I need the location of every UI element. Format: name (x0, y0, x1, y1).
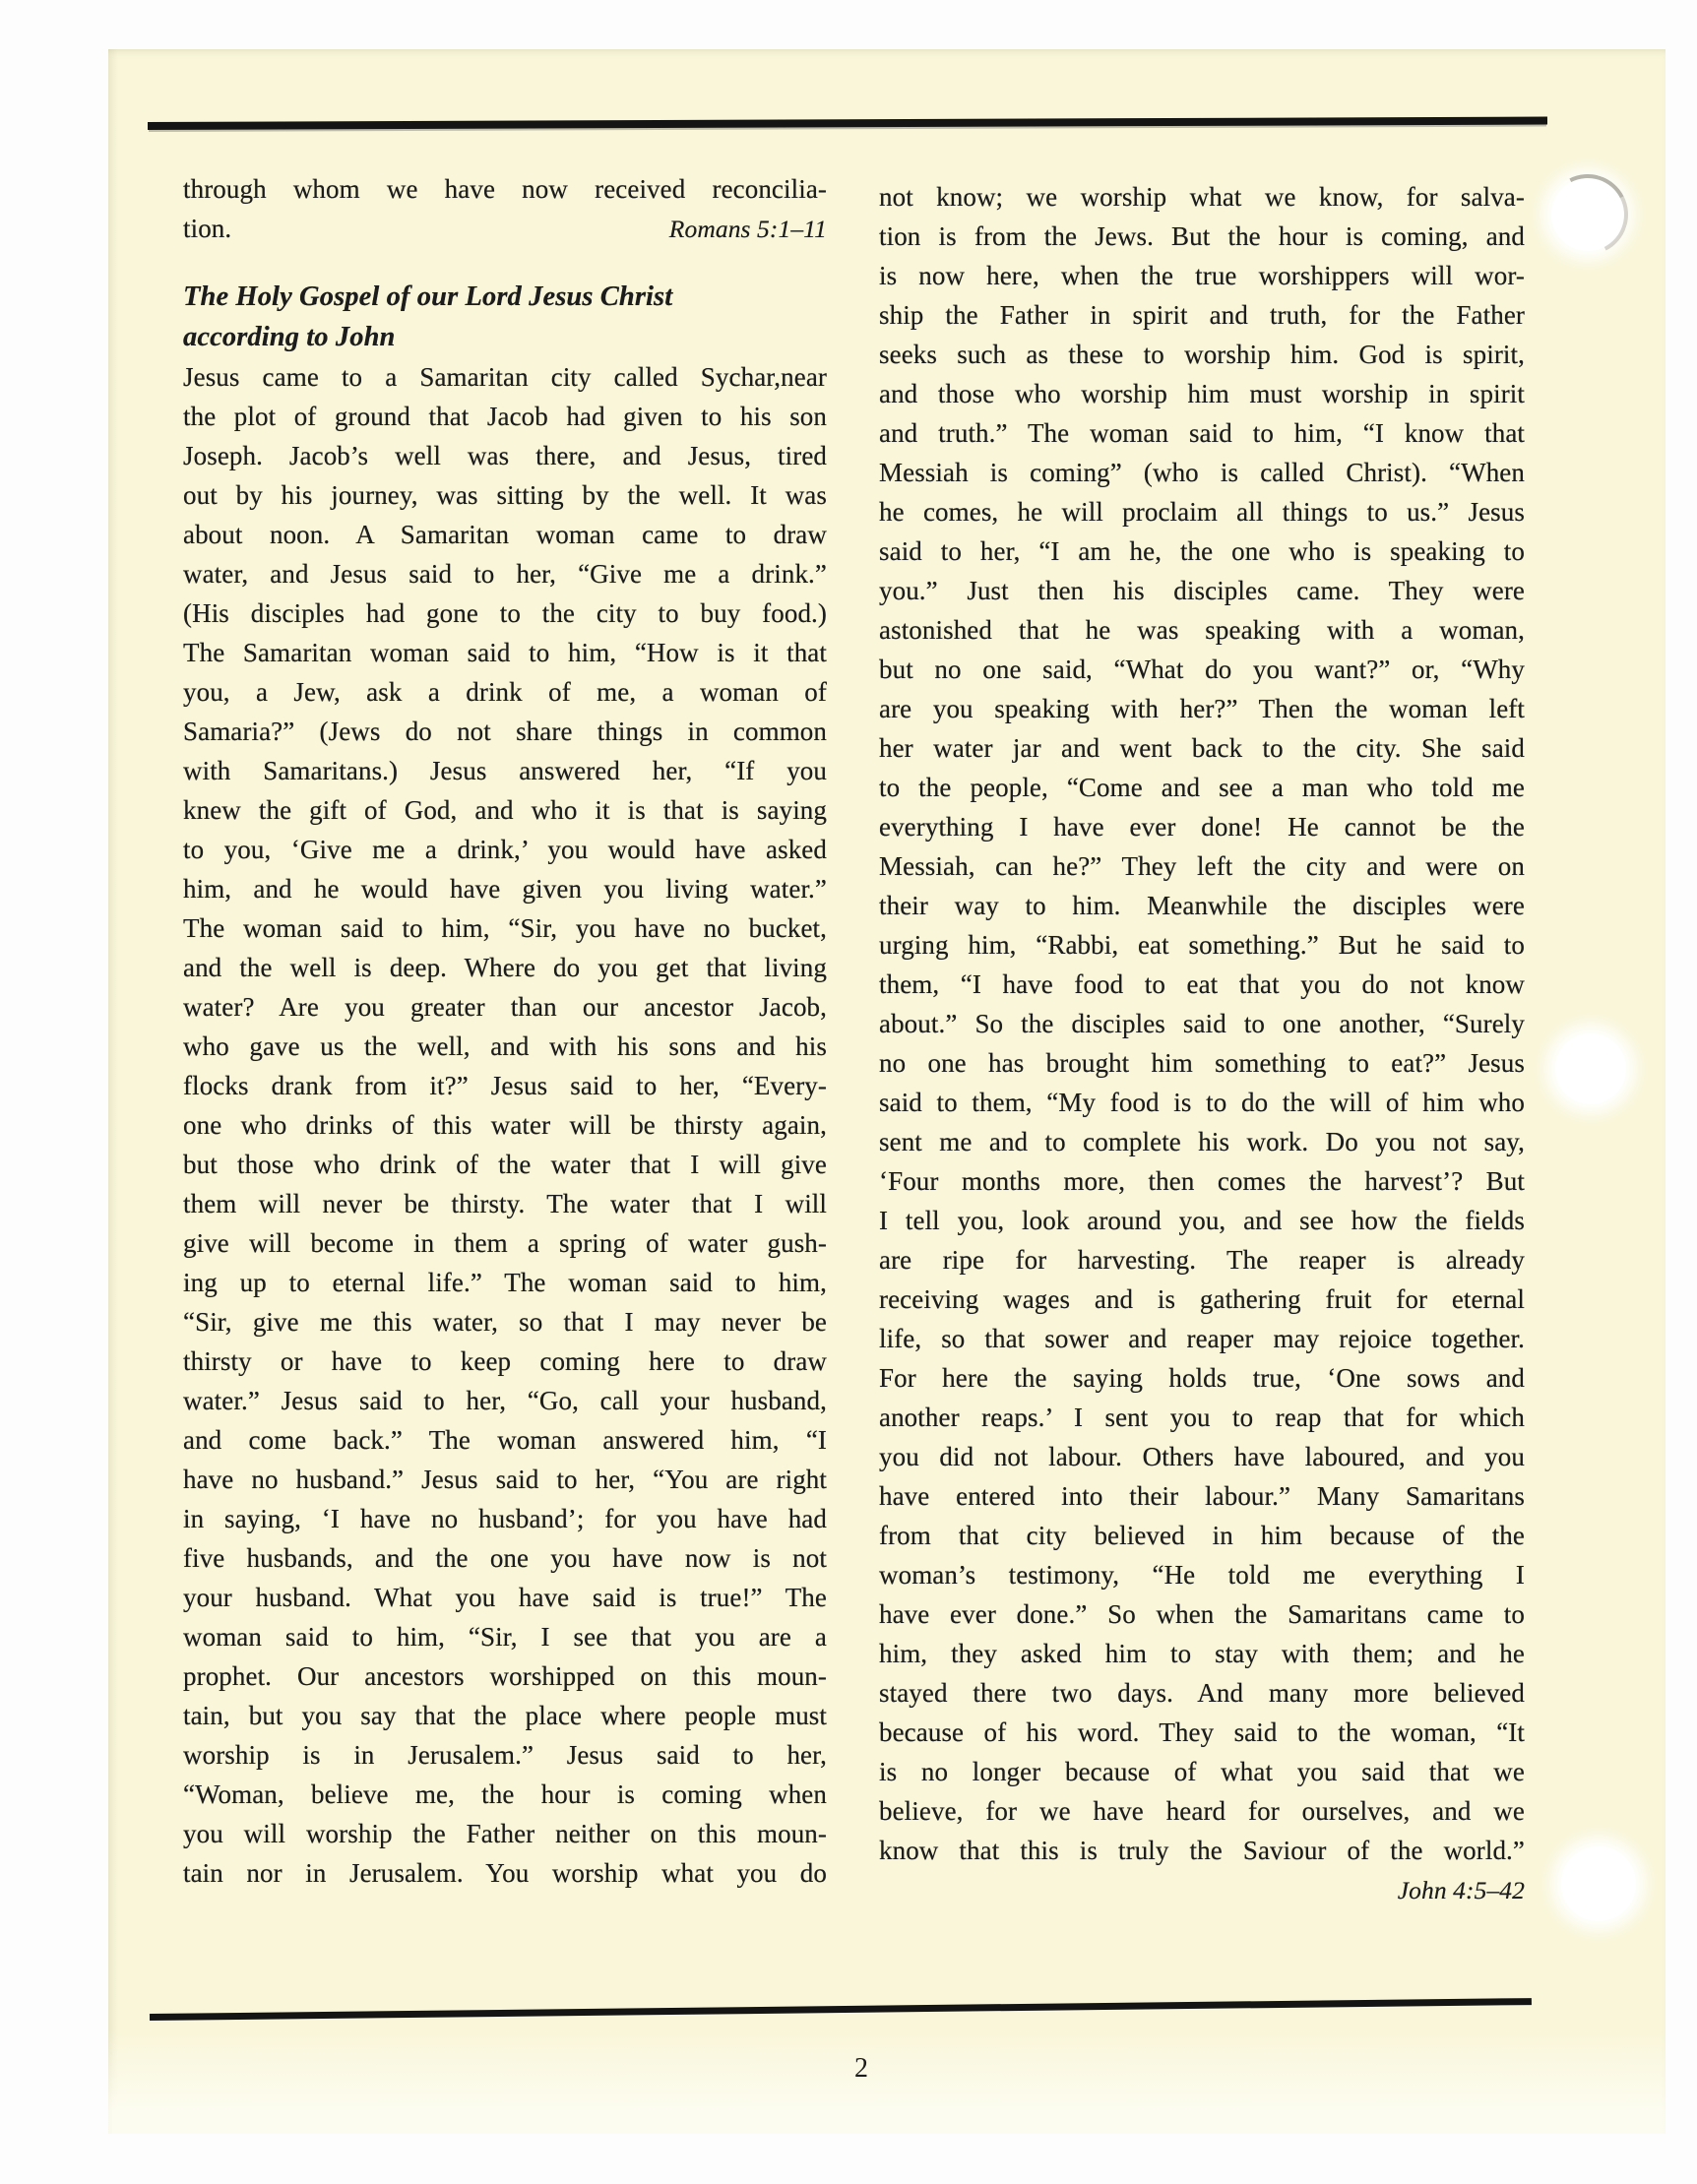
text-line: Joseph. Jacob’s well was there, and Jesus, tired (183, 441, 827, 470)
text-line: have ever done.” So when the Samaritans came to (879, 1599, 1525, 1629)
text-line: The Samaritan woman said to him, “How is it that (183, 638, 827, 667)
text-line: “Woman, believe me, the hour is coming when (183, 1779, 827, 1809)
text-line: and come back.” The woman answered him, “I (183, 1425, 827, 1455)
text-line: woman said to him, “Sir, I see that you are a (183, 1622, 827, 1652)
gospel-heading-line: according to John (183, 322, 396, 352)
text-line: thirsty or have to keep coming here to draw (183, 1346, 827, 1376)
text-line: them, “I have food to eat that you do not know (879, 969, 1525, 999)
text-line: knew the gift of God, and who it is that is saying (183, 795, 827, 825)
text-line: he comes, he will proclaim all things to us.” Jesus (879, 497, 1525, 527)
text-line: everything I have ever done! He cannot be the (879, 812, 1525, 842)
text-line: is no longer because of what you said that we (879, 1757, 1525, 1786)
text-line: your husband. What you have said is true!” The (183, 1583, 827, 1612)
text-line: are ripe for harvesting. The reaper is already (879, 1245, 1525, 1275)
text-line: no one has brought him something to eat?” Jesus (879, 1048, 1525, 1078)
text-line: Samaria?” (Jews do not share things in common (183, 717, 827, 746)
text-line: seeks such as these to worship him. God is spirit, (879, 340, 1525, 369)
text-line: and the well is deep. Where do you get that living (183, 953, 827, 982)
text-line: you will worship the Father neither on this moun- (183, 1819, 827, 1848)
text-line: water.” Jesus said to her, “Go, call your husband, (183, 1386, 827, 1415)
text-line: prophet. Our ancestors worshipped on this moun- (183, 1661, 827, 1691)
text-line: The woman said to him, “Sir, you have no bucket, (183, 913, 827, 943)
text-line: Messiah is coming” (who is called Christ). “When (879, 458, 1525, 487)
text-line: them will never be thirsty. The water that I will (183, 1189, 827, 1218)
text-line: life, so that sower and reaper may rejoice together. (879, 1324, 1525, 1353)
text-line: astonished that he was speaking with a woman, (879, 615, 1525, 645)
text-line: give will become in them a spring of water gush- (183, 1228, 827, 1258)
text-line: because of his word. They said to the woman, “It (879, 1717, 1525, 1747)
text-line: and those who worship him must worship in spirit (879, 379, 1525, 408)
hole-punch-bottom (1561, 1846, 1636, 1921)
text-line: said to them, “My food is to do the will of him who (879, 1088, 1525, 1117)
left-column (183, 169, 827, 1893)
text-line: another reaps.’ I sent you to reap that for which (879, 1403, 1525, 1432)
text-line: their way to him. Meanwhile the disciples were (879, 891, 1525, 920)
text-line: know that this is truly the Saviour of the world.” (879, 1836, 1525, 1865)
text-line: tain nor in Jerusalem. You worship what you do (183, 1858, 827, 1888)
text-line: believe, for we have heard for ourselves, and we (879, 1796, 1525, 1826)
text-line: Jesus came to a Samaritan city called Sychar,near (183, 362, 827, 392)
text-line: have entered into their labour.” Many Samaritans (879, 1481, 1525, 1511)
text-line: For here the saying holds true, ‘One sows and (879, 1363, 1525, 1393)
text-line: have no husband.” Jesus said to her, “You are right (183, 1465, 827, 1494)
text-line: water? Are you greater than our ancestor Jacob, (183, 992, 827, 1022)
text-line: one who drinks of this water will be thirsty again, (183, 1110, 827, 1140)
text-line: I tell you, look around you, and see how the fields (879, 1206, 1525, 1235)
text-line: and truth.” The woman said to him, “I know that (879, 418, 1525, 448)
text-line: (His disciples had gone to the city to buy food.) (183, 598, 827, 628)
text-line: from that city believed in him because of the (879, 1521, 1525, 1550)
scripture-reference-john: John 4:5–42 (1397, 1876, 1525, 1904)
text-line: to you, ‘Give me a drink,’ you would have asked (183, 835, 827, 864)
text-line: stayed there two days. And many more believed (879, 1678, 1525, 1708)
text-line: “Sir, give me this water, so that I may never be (183, 1307, 827, 1337)
text-line: ‘Four months more, then comes the harvest’? But (879, 1166, 1525, 1196)
text-line: him, and he would have given you living water.” (183, 874, 827, 904)
text-line: but no one said, “What do you want?” or, “Why (879, 655, 1525, 684)
text-line: out by his journey, was sitting by the well. It was (183, 480, 827, 510)
text-line: said to her, “I am he, the one who is speaking to (879, 536, 1525, 566)
text-line: sent me and to complete his work. Do you not say, (879, 1127, 1525, 1156)
text-line-with-reference (183, 209, 827, 249)
text-line: through whom we have now received reconcilia- (183, 174, 827, 204)
text-line: who gave us the well, and with his sons and his (183, 1031, 827, 1061)
text-line: receiving wages and is gathering fruit for eternal (879, 1284, 1525, 1314)
right-column (879, 177, 1525, 1910)
scripture-reference-romans: Romans 5:1–11 (668, 215, 827, 243)
text-line: tion is from the Jews. But the hour is coming, and (879, 221, 1525, 251)
text-line: water, and Jesus said to her, “Give me a drink.” (183, 559, 827, 589)
text-line: to the people, “Come and see a man who told me (879, 773, 1525, 802)
text-line: him, they asked him to stay with them; and he (879, 1639, 1525, 1668)
text-line: are you speaking with her?” Then the woman left (879, 694, 1525, 723)
text-line: woman’s testimony, “He told me everything I (879, 1560, 1525, 1590)
gospel-heading-line: The Holy Gospel of our Lord Jesus Christ (183, 281, 673, 312)
text-line: about noon. A Samaritan woman came to draw (183, 520, 827, 549)
text-line: is now here, when the true worshippers will wor- (879, 261, 1525, 290)
text-line: ship the Father in spirit and truth, for the Father (879, 300, 1525, 330)
text-line: her water jar and went back to the city. She said (879, 733, 1525, 763)
text-line: five husbands, and the one you have now is not (183, 1543, 827, 1573)
text-line: not know; we worship what we know, for salva- (879, 182, 1525, 212)
spacer (183, 249, 827, 277)
text-line: urging him, “Rabbi, eat something.” But he said to (879, 930, 1525, 960)
text-line: Messiah, can he?” They left the city and were on (879, 851, 1525, 881)
text-line: you, a Jew, ask a drink of me, a woman of (183, 677, 827, 707)
page-number: 2 (854, 2053, 868, 2084)
text-line: tain, but you say that the place where people must (183, 1701, 827, 1730)
hole-punch-top (1551, 178, 1624, 251)
text-line: you.” Just then his disciples came. They were (879, 576, 1525, 605)
text-line: but those who drink of the water that I will give (183, 1150, 827, 1179)
text-line: flocks drank from it?” Jesus said to her, “Every- (183, 1071, 827, 1100)
text-line: in saying, ‘I have no husband’; for you have had (183, 1504, 827, 1533)
text-line: the plot of ground that Jacob had given to his son (183, 402, 827, 431)
text-line: with Samaritans.) Jesus answered her, “If you (183, 756, 827, 785)
text-line: worship is in Jerusalem.” Jesus said to her, (183, 1740, 827, 1770)
text-line: ing up to eternal life.” The woman said to him, (183, 1268, 827, 1297)
hole-punch-middle (1555, 1033, 1626, 1104)
text-line: you did not labour. Others have laboured, and you (879, 1442, 1525, 1471)
text-line-end: tion. (183, 214, 232, 243)
text-line: about.” So the disciples said to one another, “Surely (879, 1009, 1525, 1038)
